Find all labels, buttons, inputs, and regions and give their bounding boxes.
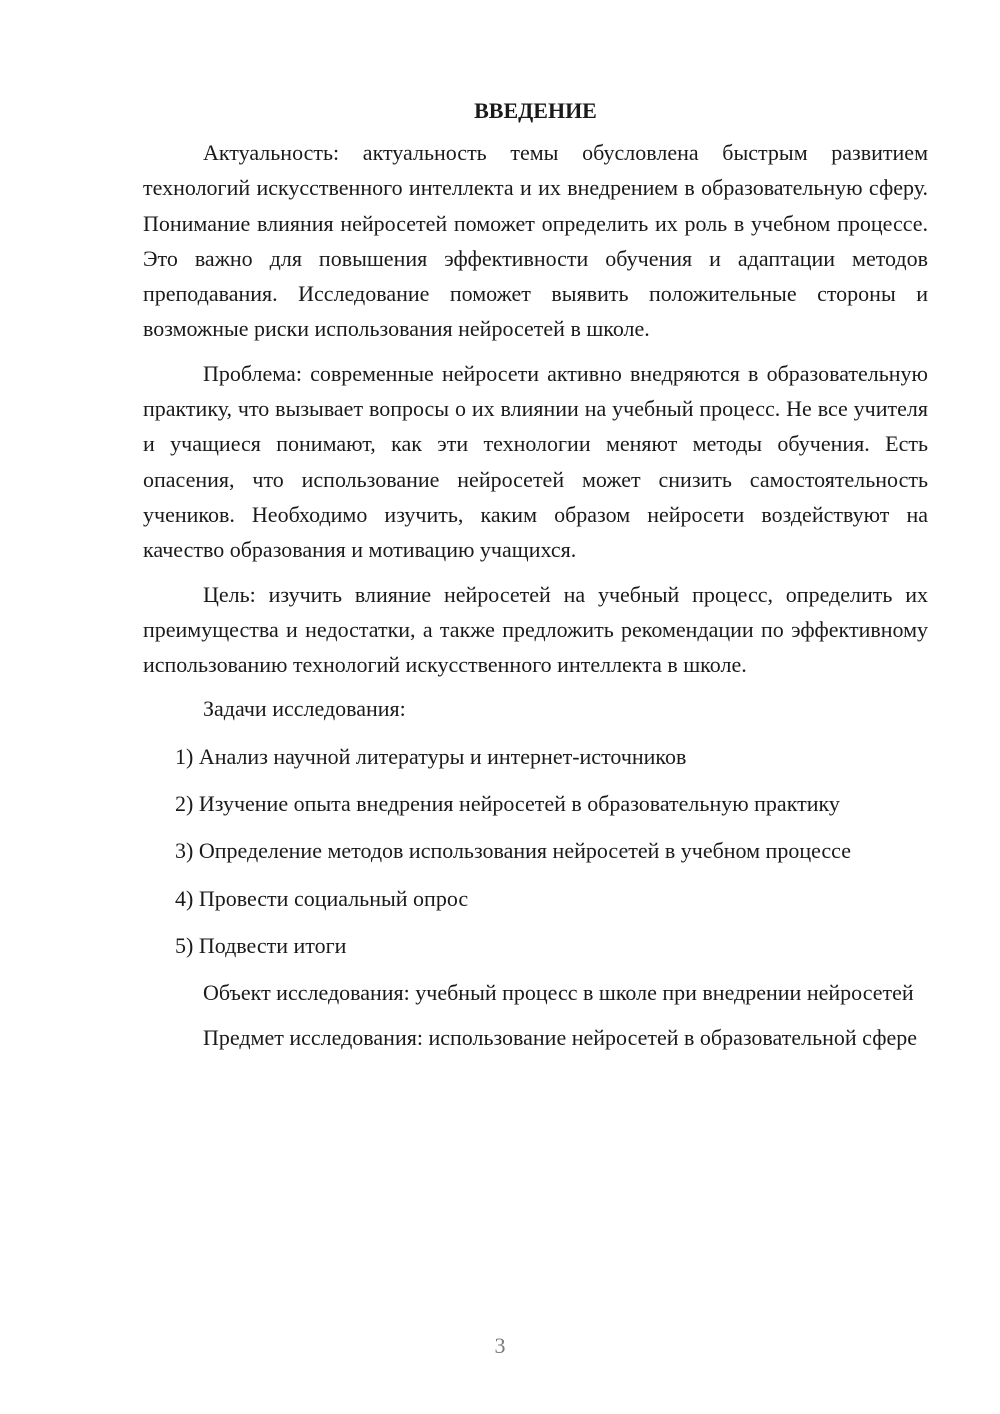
subject-paragraph: Предмет исследования: использование нейросетей в образовательной сфере	[203, 1024, 917, 1050]
task-item-4: 4) Провести социальный опрос	[175, 885, 469, 911]
task-item-5: 5) Подвести итоги	[175, 932, 347, 958]
section-title: ВВЕДЕНИЕ	[474, 98, 597, 123]
goal-paragraph: Цель: изучить влияние нейросетей на учебный процесс, определить их преимущества и недостатки, а также предложить рекомендации по эффективному использованию технологий искусственного интеллекта в школе.	[143, 581, 928, 678]
page-number: 3	[494, 1333, 506, 1358]
tasks-heading: Задачи исследования:	[203, 696, 406, 722]
relevance-paragraph: Актуальность: актуальность темы обусловлена быстрым развитием технологий искусственного интеллекта и их внедрением в образовательную сферу. Понимание влияния нейросетей поможет определить их роль в учебном процессе. Это важно для повышения эффективности обучения и адаптации методов преподавания. Исследование поможет выявить положительные стороны и возможные риски использования нейросетей в школе.	[143, 140, 928, 342]
task-item-2: 2) Изучение опыта внедрения нейросетей в образовательную практику	[175, 791, 840, 817]
object-paragraph: Объект исследования: учебный процесс в школе при внедрении нейросетей	[203, 980, 914, 1006]
task-item-1: 1) Анализ научной литературы и интернет-источников	[175, 743, 687, 769]
task-item-3: 3) Определение методов использования нейросетей в учебном процессе	[175, 838, 851, 864]
document-page	[143, 95, 928, 1064]
problem-paragraph: Проблема: современные нейросети активно внедряются в образовательную практику, что вызывает вопросы о их влиянии на учебный процесс. Не все учителя и учащиеся понимают, как эти технологии меняют методы обучения. Есть опасения, что использование нейросетей может снизить самостоятельность учеников. Необходимо изучить, каким образом нейросети воздействуют на качество образования и мотивацию учащихся.	[143, 360, 928, 563]
